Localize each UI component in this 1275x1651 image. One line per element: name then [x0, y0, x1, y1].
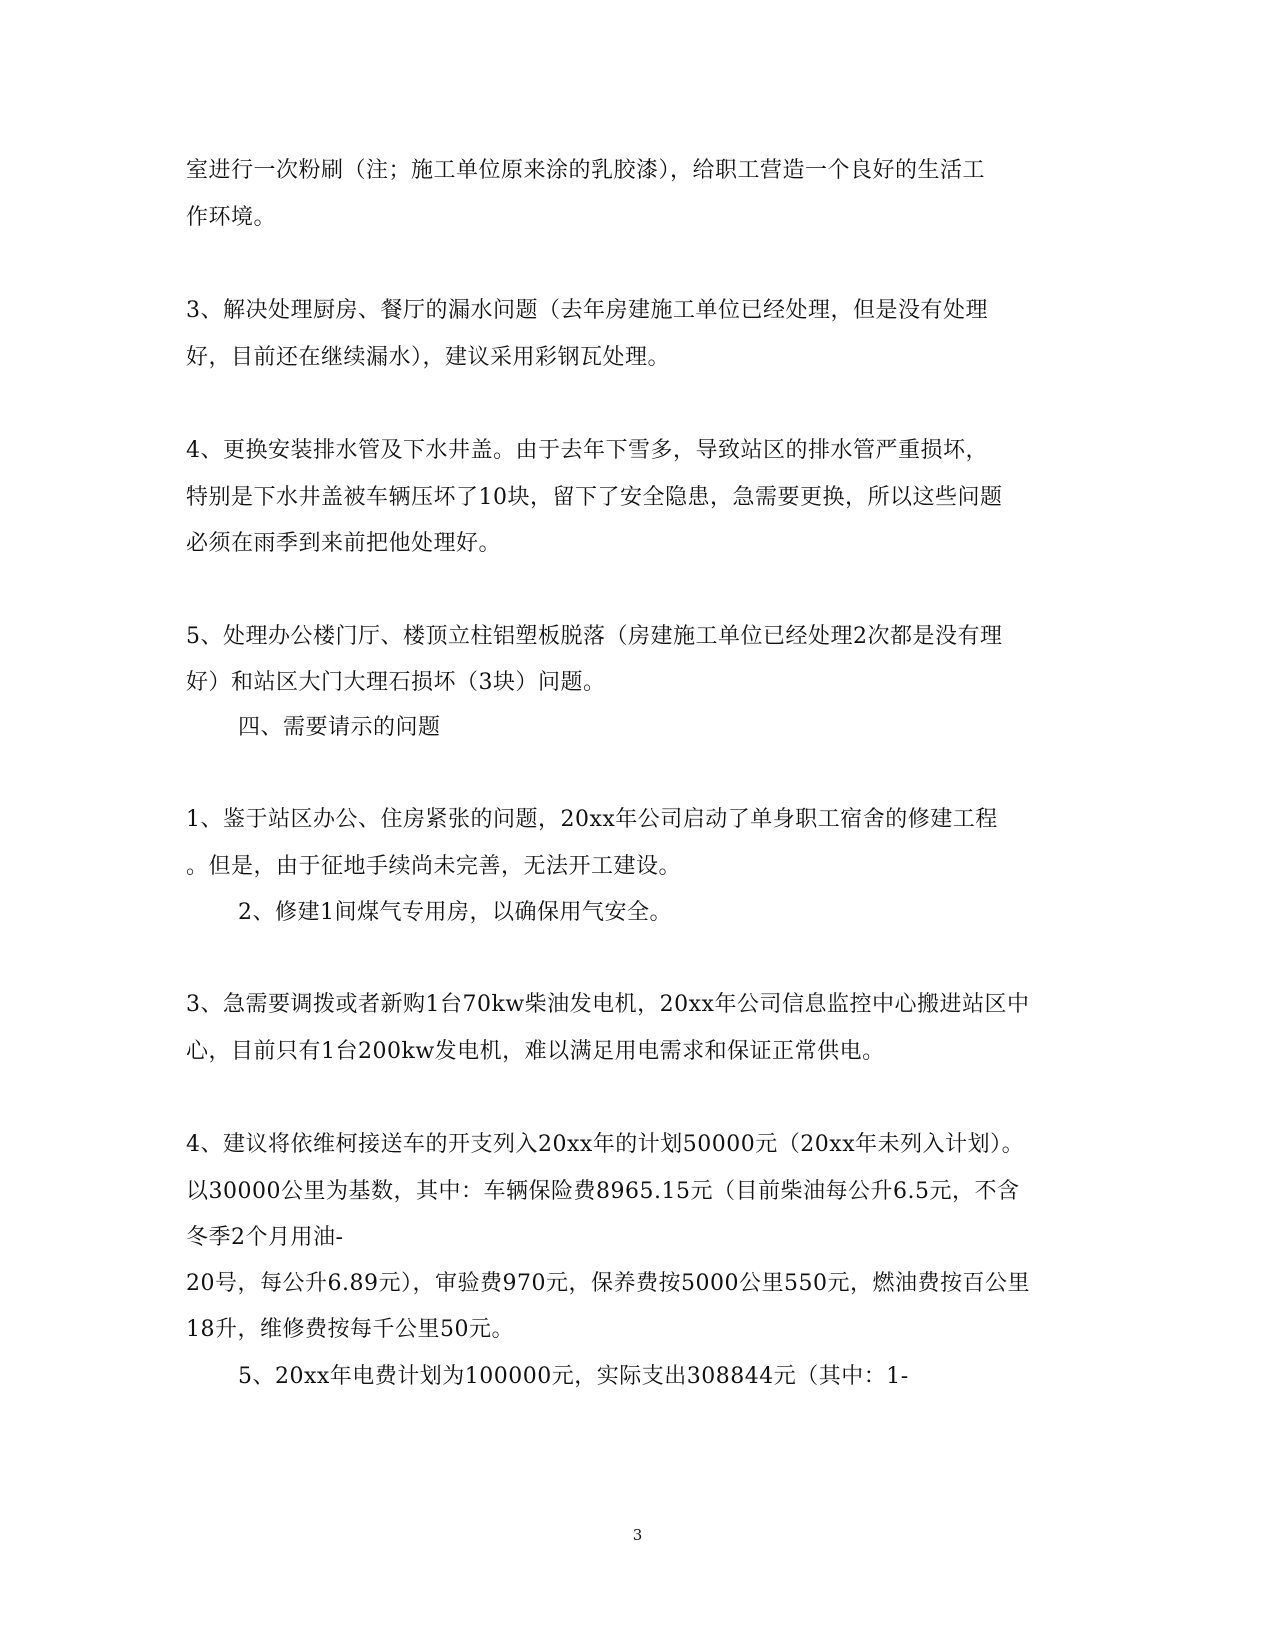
- text-line: 特别是下水井盖被车辆压坏了10块，留下了安全隐患，急需要更换，所以这些问题: [186, 485, 1003, 510]
- text-line: 室进行一次粉刷（注；施工单位原来涂的乳胶漆），给职工营造一个良好的生活工: [186, 158, 986, 183]
- text-line: 。但是，由于征地手续尚未完善，无法开工建设。: [186, 854, 682, 879]
- text-line: 1、鉴于站区办公、住房紧张的问题，20xx年公司启动了单身职工宿舍的修建工程: [186, 807, 998, 832]
- text-line: 必须在雨季到来前把他处理好。: [186, 531, 502, 556]
- text-line: 心，目前只有1台200kw发电机，难以满足用电需求和保证正常供电。: [186, 1039, 885, 1064]
- text-line: 5、处理办公楼门厅、楼顶立柱铝塑板脱落（房建施工单位已经处理2次都是没有理: [186, 624, 1003, 649]
- page-number: 3: [632, 1526, 643, 1544]
- text-line: 18升，维修费按每千公里50元。: [186, 1317, 514, 1342]
- text-line: 以30000公里为基数，其中：车辆保险费8965.15元（目前柴油每公升6.5元，不含: [186, 1179, 1020, 1204]
- text-line: 4、建议将依维柯接送车的开支列入20xx年的计划50000元（20xx年未列入计划）。: [186, 1132, 1025, 1157]
- section-heading: 四、需要请示的问题: [238, 715, 441, 740]
- text-line: 3、急需要调拨或者新购1台70kw柴油发电机，20xx年公司信息监控中心搬进站区中: [186, 992, 1030, 1017]
- text-line: 20号，每公升6.89元），审验费970元，保养费按5000公里550元，燃油费按百公里: [186, 1271, 1030, 1296]
- text-line: 4、更换安装排水管及下水井盖。由于去年下雪多，导致站区的排水管严重损坏，: [186, 438, 988, 463]
- text-line: 作环境。: [186, 205, 277, 230]
- text-line: 5、20xx年电费计划为100000元，实际支出308844元（其中：1-: [238, 1364, 909, 1389]
- text-line: 冬季2个月用油-: [186, 1225, 344, 1250]
- text-line: 2、修建1间煤气专用房，以确保用气安全。: [238, 900, 672, 925]
- text-line: 好，目前还在继续漏水），建议采用彩钢瓦处理。: [186, 345, 671, 370]
- text-line: 好）和站区大门大理石损坏（3块）问题。: [186, 670, 606, 695]
- text-line: 3、解决处理厨房、餐厅的漏水问题（去年房建施工单位已经处理，但是没有处理: [186, 298, 988, 323]
